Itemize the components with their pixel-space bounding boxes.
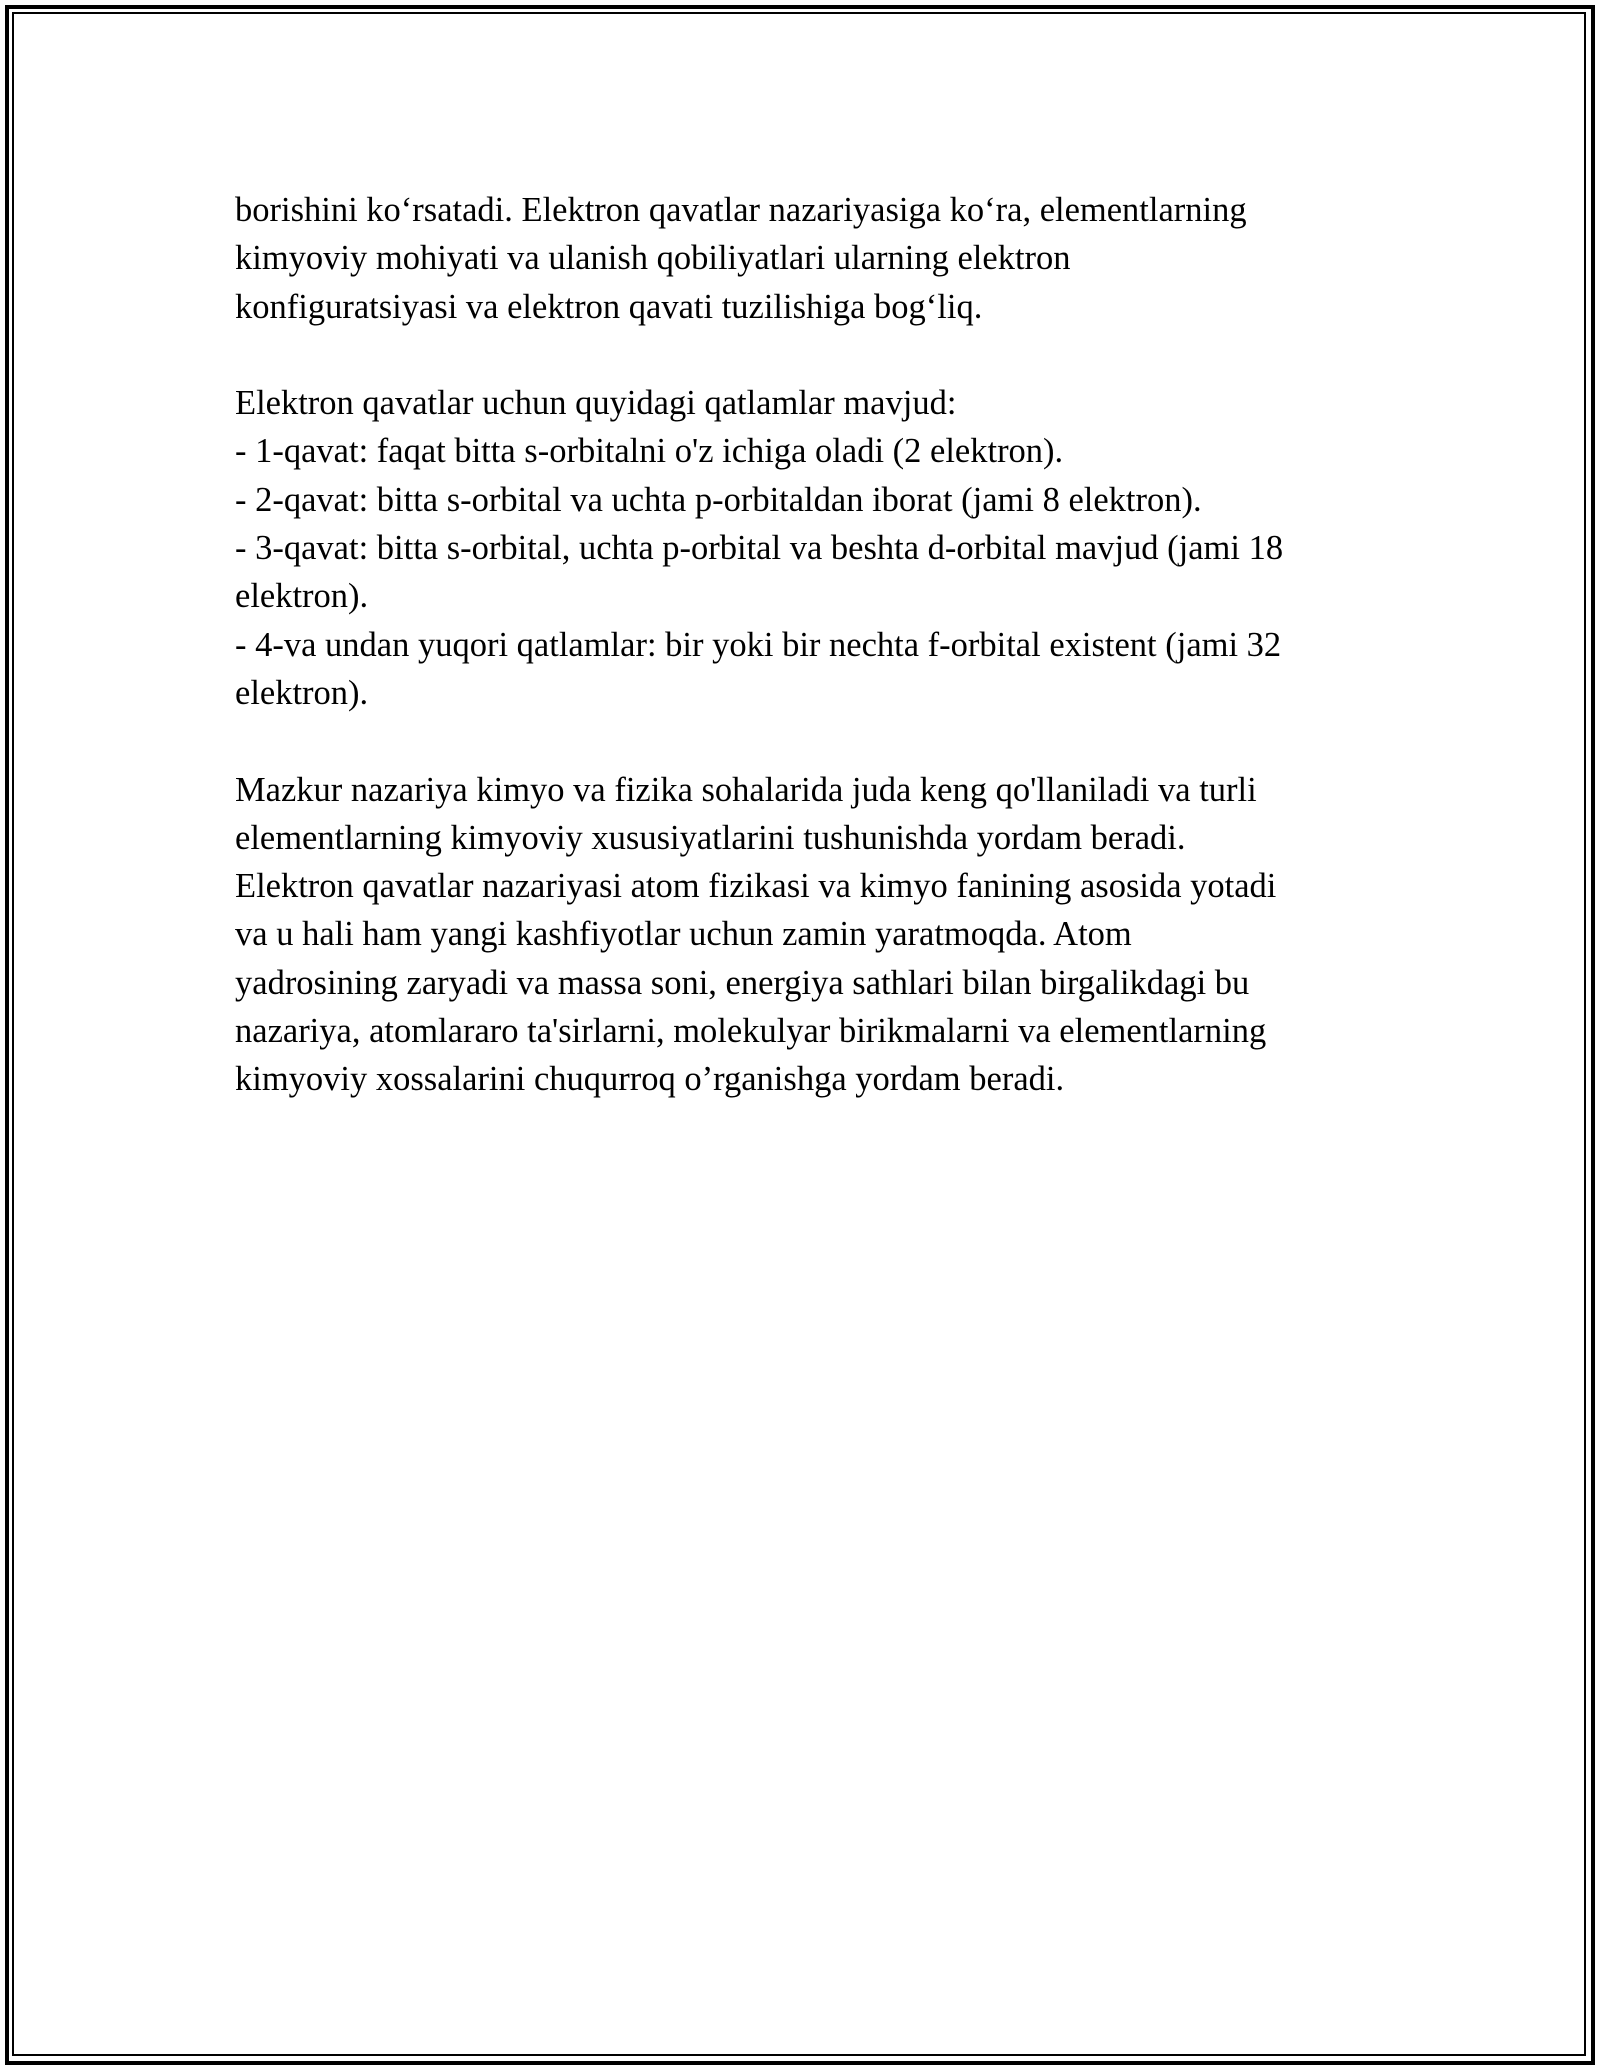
paragraph-1 bbox=[235, 186, 1365, 331]
paragraph-line: nazariya, atomlararo ta'sirlarni, molekulyar birikmalarni va elementlarning bbox=[235, 1012, 1267, 1051]
document-body bbox=[235, 186, 1365, 1104]
list-item: - 3-qavat: bitta s-orbital, uchta p-orbital va beshta d-orbital mavjud (jami 18 bbox=[235, 529, 1284, 568]
list-item: - 4-va undan yuqori qatlamlar: bir yoki bir nechta f-orbital existent (jami 32 bbox=[235, 625, 1282, 664]
list-item-continuation: elektron). bbox=[235, 673, 369, 712]
paragraph-line: elementlarning kimyoviy xususiyatlarini tushunishda yordam beradi. bbox=[235, 818, 1186, 857]
paragraph-3 bbox=[235, 766, 1365, 1104]
paragraph-line: va u hali ham yangi kashfiyotlar uchun zamin yaratmoqda. Atom bbox=[235, 915, 1132, 954]
list-item: - 1-qavat: faqat bitta s-orbitalni o'z ichiga oladi (2 elektron). bbox=[235, 432, 1064, 471]
list-intro: Elektron qavatlar uchun quyidagi qatlamlar mavjud: bbox=[235, 384, 957, 423]
paragraph-line: Mazkur nazariya kimyo va fizika sohalarida juda keng qo'llaniladi va turli bbox=[235, 770, 1257, 809]
paragraph-line: Elektron qavatlar nazariyasi atom fizikasi va kimyo fanining asosida yotadi bbox=[235, 867, 1277, 906]
paragraph-line: borishini ko‘rsatadi. Elektron qavatlar nazariyasiga ko‘ra, elementlarning bbox=[235, 191, 1247, 229]
paragraph-2-list bbox=[235, 379, 1365, 717]
paragraph-line: kimyoviy mohiyati va ulanish qobiliyatlari ularning elektron bbox=[235, 239, 1071, 278]
paragraph-line: yadrosining zaryadi va massa soni, energiya sathlari bilan birgalikdagi bu bbox=[235, 963, 1250, 1002]
paragraph-line: konfiguratsiyasi va elektron qavati tuzilishiga bog‘liq. bbox=[235, 287, 983, 326]
paragraph-line: kimyoviy xossalarini chuqurroq o’rganishga yordam beradi. bbox=[235, 1060, 1065, 1099]
paragraph-spacer bbox=[235, 717, 1365, 765]
list-item: - 2-qavat: bitta s-orbital va uchta p-orbitaldan iborat (jami 8 elektron). bbox=[235, 480, 1202, 519]
list-item-continuation: elektron). bbox=[235, 577, 369, 616]
paragraph-spacer bbox=[235, 331, 1365, 379]
